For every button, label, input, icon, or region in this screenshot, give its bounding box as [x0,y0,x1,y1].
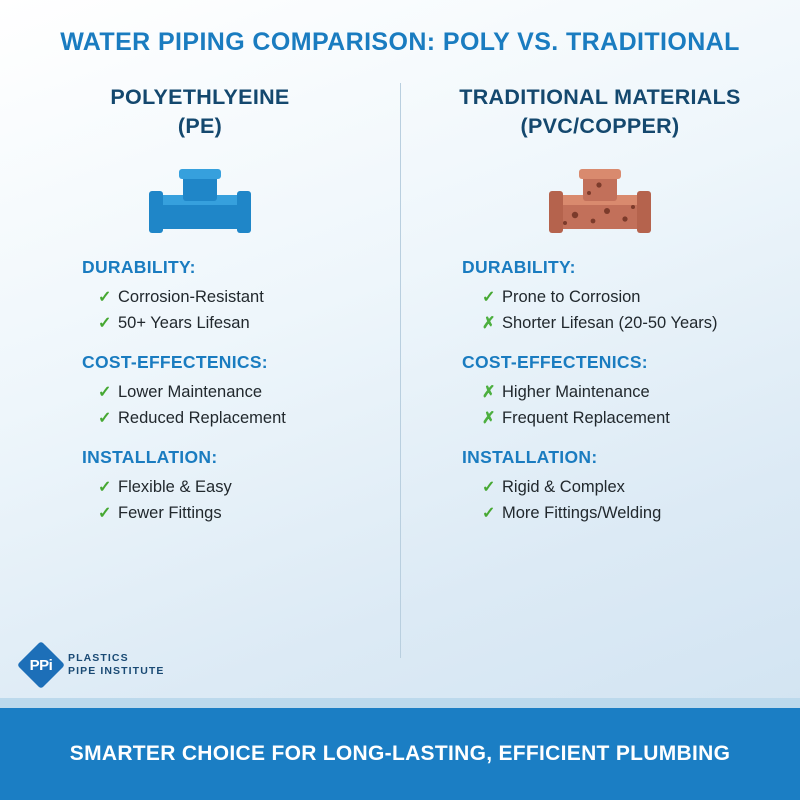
section-cost-trad [426,352,774,429]
column-divider [400,83,401,658]
pipe-illustration-polyethylene [26,151,374,255]
section-heading: INSTALLATION: [462,447,598,467]
section-heading: DURABILITY: [462,257,576,277]
list-item [482,408,774,429]
check-icon: ✓ [98,479,112,496]
list-item-label: Shorter Lifesan (20-50 Years) [502,314,718,332]
brand-logo [24,648,165,682]
list-item-label: Rigid & Complex [502,478,625,496]
section-heading: COST-EFFECTENICS: [462,352,648,372]
page-title: WATER PIPING COMPARISON: POLY VS. TRADITIONAL [60,28,740,56]
check-icon: ✓ [98,505,112,522]
ppi-diamond-icon [17,641,65,689]
section-installation-trad [426,447,774,524]
column-polyethylene [0,83,400,653]
corroded-copper-pipe-fitting-icon [545,163,655,243]
list-item-label: 50+ Years Lifesan [118,314,250,332]
cross-icon: ✗ [482,410,496,427]
list-item [98,382,374,403]
column-subheading-text: (PE) [177,114,223,138]
section-durability-trad [426,257,774,334]
column-heading-traditional [426,83,774,141]
column-traditional [400,83,800,653]
logo-line-2: PIPE INSTITUTE [68,665,165,677]
list-item [98,503,374,524]
list-item-label: Prone to Corrosion [502,288,641,306]
logo-line-1: PLASTICS [68,652,129,664]
section-cost-pe [26,352,374,429]
footer-text: SMARTER CHOICE FOR LONG-LASTING, EFFICIENT PLUMBING [69,742,731,765]
blue-pipe-fitting-icon [145,163,255,243]
section-durability-pe [26,257,374,334]
section-heading: INSTALLATION: [82,447,218,467]
list-item [482,477,774,498]
check-icon: ✓ [482,289,496,306]
section-items [426,287,774,334]
cross-icon: ✗ [482,384,496,401]
list-item [98,313,374,334]
list-item-label: Higher Maintenance [502,383,650,401]
section-items [426,477,774,524]
list-item [482,382,774,403]
list-item [482,503,774,524]
column-subheading-text: (PVC/COPPER) [520,114,680,138]
footer-banner [0,708,800,800]
section-items [426,382,774,429]
logo-wordmark [68,652,165,678]
list-item-label: Flexible & Easy [118,478,232,496]
list-item-label: Lower Maintenance [118,383,263,401]
list-item-label: More Fittings/Welding [502,504,662,522]
check-icon: ✓ [482,479,496,496]
list-item [98,287,374,308]
list-item [98,408,374,429]
list-item [98,477,374,498]
section-items [26,477,374,524]
check-icon: ✓ [98,289,112,306]
list-item-label: Reduced Replacement [118,409,286,427]
list-item [482,313,774,334]
column-heading-text: TRADITIONAL MATERIALS [459,85,741,109]
cross-icon: ✗ [482,315,496,332]
list-item-label: Frequent Replacement [502,409,670,427]
section-installation-pe [26,447,374,524]
logo-mark-text: PPi [29,656,53,674]
pipe-illustration-traditional [426,151,774,255]
list-item-label: Corrosion-Resistant [118,288,264,306]
section-items [26,382,374,429]
column-heading-polyethylene [26,83,374,141]
column-heading-text: POLYETHLYEINE [110,85,290,109]
section-heading: COST-EFFECTENICS: [82,352,268,372]
check-icon: ✓ [482,505,496,522]
check-icon: ✓ [98,315,112,332]
check-icon: ✓ [98,384,112,401]
section-items [26,287,374,334]
check-icon: ✓ [98,410,112,427]
list-item [482,287,774,308]
list-item-label: Fewer Fittings [118,504,222,522]
section-heading: DURABILITY: [82,257,196,277]
comparison-columns [0,83,800,653]
footer-accent-strip [0,698,800,708]
